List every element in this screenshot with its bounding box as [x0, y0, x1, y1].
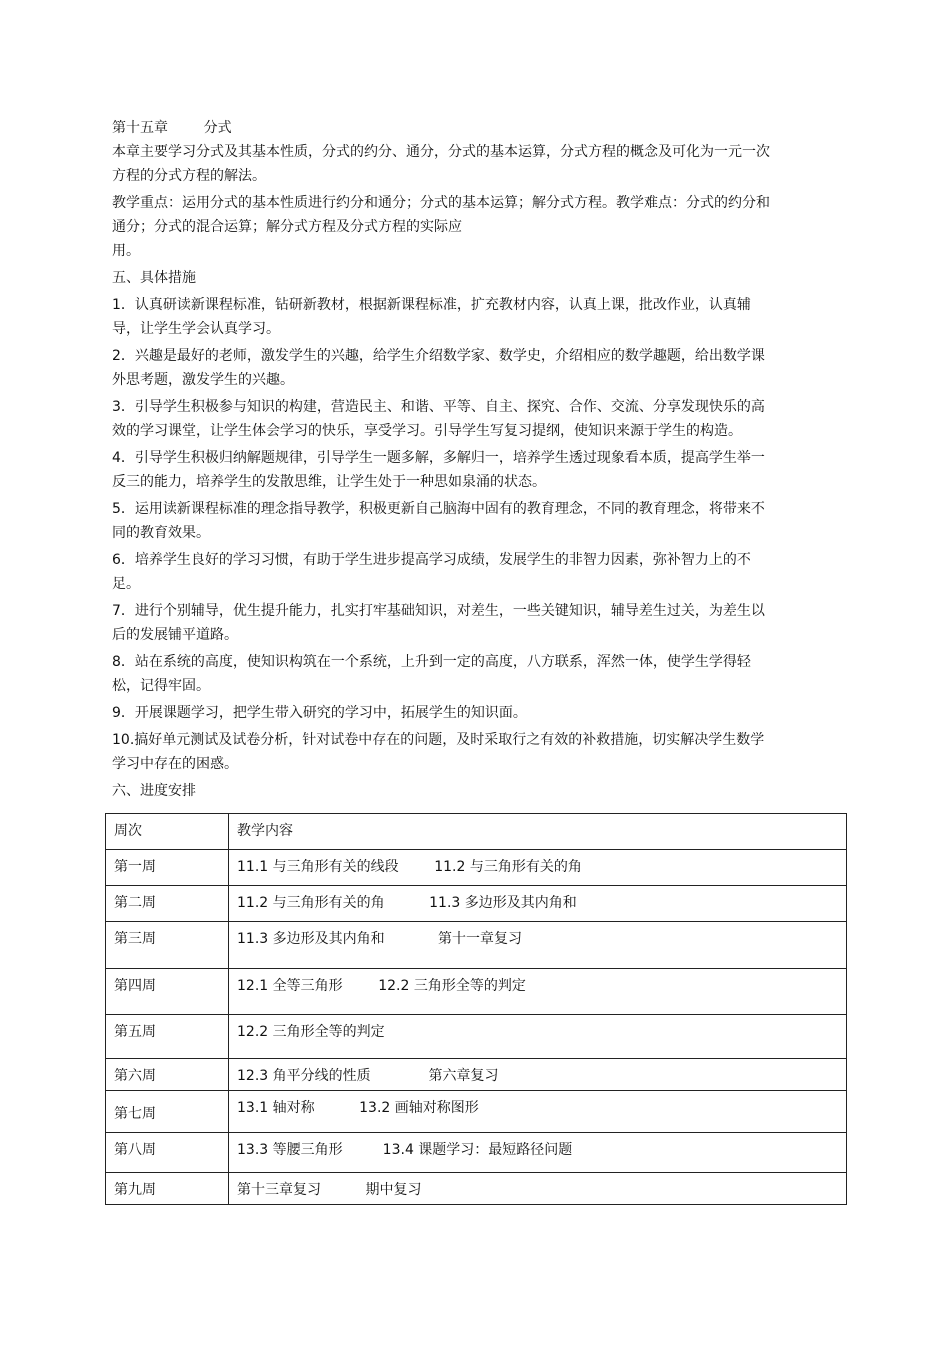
measure-item: 5．运用读新课程标准的理念指导教学，积极更新自己脑海中固有的教育理念，不同的教育理念，将带来不同的教育效果。: [112, 501, 765, 541]
measure-item: 10.搞好单元测试及试卷分析，针对试卷中存在的问题，及时采取行之有效的补救措施，切实解决学生数学学习中存在的困惑。: [112, 732, 765, 772]
table-row: [106, 1173, 847, 1205]
measure-item: 3．引导学生积极参与知识的构建，营造民主、和谐、平等、自主、探究、合作、交流、分享发现快乐的高效的学习课堂，让学生体会学习的快乐，享受学习。引导学生写复习提纲，使知识来源于学生的构造。: [112, 399, 765, 439]
measure-item: 9．开展课题学习，把学生带入研究的学习中，拓展学生的知识面。: [112, 705, 527, 721]
schedule-table: [105, 813, 847, 1205]
content-cell: 第十三章复习 期中复习: [229, 1173, 847, 1205]
measure-item: 8．站在系统的高度，使知识构筑在一个系统，上升到一定的高度，八方联系，浑然一体，使学生学得轻松，记得牢固。: [112, 654, 751, 694]
table-row: [106, 1059, 847, 1091]
chapter-title: 第十五章 分式: [112, 120, 232, 136]
week-cell: 第四周: [106, 969, 229, 1015]
week-cell: 第二周: [106, 886, 229, 922]
section-five-title: 五、具体措施: [112, 270, 196, 286]
teaching-focus: 教学重点：运用分式的基本性质进行约分和通分；分式的基本运算；解分式方程。教学难点：分式的约分和通分；分式的混合运算；解分式方程及分式方程的实际应: [112, 195, 770, 235]
table-row: [106, 1133, 847, 1173]
table-row: [106, 969, 847, 1015]
content-cell: 13.1 轴对称 13.2 画轴对称图形: [229, 1091, 847, 1133]
section-six-title: 六、进度安排: [112, 783, 196, 799]
week-cell: 第三周: [106, 922, 229, 969]
content-cell: 11.3 多边形及其内角和 第十一章复习: [229, 922, 847, 969]
table-row: [106, 1091, 847, 1133]
content-cell: 12.1 全等三角形 12.2 三角形全等的判定: [229, 969, 847, 1015]
header-week: 周次: [106, 814, 229, 850]
content-cell: 11.1 与三角形有关的线段 11.2 与三角形有关的角: [229, 850, 847, 886]
content-cell: 12.2 三角形全等的判定: [229, 1015, 847, 1059]
table-row: [106, 1015, 847, 1059]
header-content: 教学内容: [229, 814, 847, 850]
week-cell: 第七周: [106, 1091, 229, 1133]
content-cell: 12.3 角平分线的性质 第六章复习: [229, 1059, 847, 1091]
table-row: [106, 850, 847, 886]
measure-item: 4．引导学生积极归纳解题规律，引导学生一题多解，多解归一，培养学生透过现象看本质，提高学生举一反三的能力，培养学生的发散思维，让学生处于一种思如泉涌的状态。: [112, 450, 765, 490]
content-cell: 11.2 与三角形有关的角 11.3 多边形及其内角和: [229, 886, 847, 922]
table-row: [106, 922, 847, 969]
measure-item: 2．兴趣是最好的老师，激发学生的兴趣，给学生介绍数学家、数学史，介绍相应的数学趣题，给出数学课外思考题，激发学生的兴趣。: [112, 348, 765, 388]
table-header-row: [106, 814, 847, 850]
table-row: [106, 886, 847, 922]
week-cell: 第一周: [106, 850, 229, 886]
measure-item: 7．进行个别辅导，优生提升能力，扎实打牢基础知识，对差生，一些关键知识，辅导差生过关，为差生以后的发展铺平道路。: [112, 603, 765, 643]
content-cell: 13.3 等腰三角形 13.4 课题学习：最短路径问题: [229, 1133, 847, 1173]
document-body: [112, 116, 772, 803]
week-cell: 第九周: [106, 1173, 229, 1205]
measure-item: 6．培养学生良好的学习习惯，有助于学生进步提高学习成绩，发展学生的非智力因素，弥补智力上的不足。: [112, 552, 751, 592]
week-cell: 第五周: [106, 1015, 229, 1059]
week-cell: 第八周: [106, 1133, 229, 1173]
measure-item: 1．认真研读新课程标准，钻研新教材，根据新课程标准，扩充教材内容，认真上课，批改作业，认真辅导，让学生学会认真学习。: [112, 297, 751, 337]
week-cell: 第六周: [106, 1059, 229, 1091]
chapter-description: 本章主要学习分式及其基本性质，分式的约分、通分，分式的基本运算，分式方程的概念及可化为一元一次方程的分式方程的解法。: [112, 144, 770, 184]
teaching-focus-tail: 用。: [112, 243, 140, 259]
